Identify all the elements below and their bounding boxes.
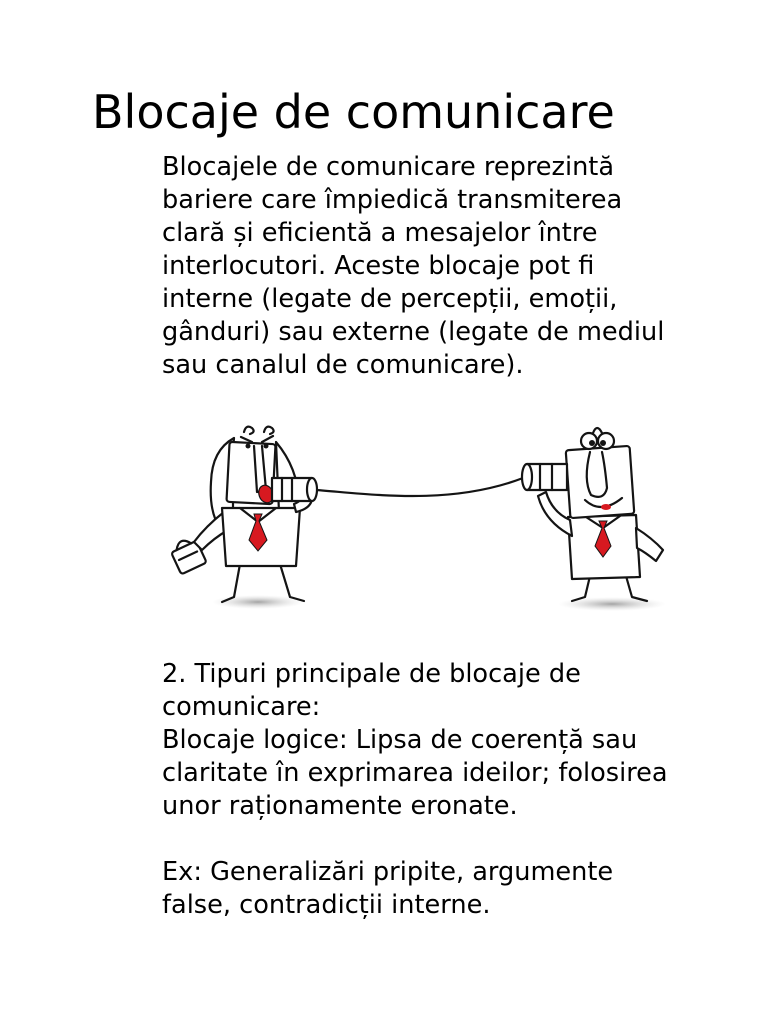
- phone-string: [316, 478, 523, 496]
- intro-line: clară și eficientă a mesajelor între: [162, 218, 598, 248]
- woman-eye: [246, 444, 251, 449]
- example-paragraph: [162, 856, 613, 922]
- man-eyes: [581, 433, 614, 449]
- section-line: unor raționamente eronate.: [162, 791, 518, 821]
- man-right-arm: [636, 528, 663, 561]
- illustration-svg: [160, 415, 675, 620]
- tin-can-left: [272, 478, 317, 501]
- woman-head: [226, 436, 275, 505]
- man-nose: [587, 452, 607, 497]
- section-line: 2. Tipuri principale de blocaje de: [162, 659, 581, 689]
- right-shadow: [558, 597, 666, 611]
- intro-line: Blocajele de comunicare reprezintă: [162, 152, 615, 182]
- man-left-arm: [538, 492, 572, 536]
- intro-line: gânduri) sau externe (legate de mediul: [162, 317, 665, 347]
- example-line: false, contradicții interne.: [162, 890, 491, 920]
- intro-line: interlocutori. Aceste blocaje pot fi: [162, 251, 595, 281]
- example-line: Ex: Generalizări pripite, argumente: [162, 857, 614, 887]
- section-line: claritate în exprimarea ideilor; folosirea: [162, 758, 668, 788]
- intro-line: bariere care împiedică transmiterea: [162, 185, 623, 215]
- tin-can-phone-illustration: [160, 415, 675, 620]
- section-line: Blocaje logice: Lipsa de coerență sau: [162, 725, 638, 755]
- left-character: [169, 427, 317, 609]
- page-title: Blocaje de comunicare: [92, 85, 615, 139]
- right-character: [522, 428, 666, 611]
- intro-paragraph: [162, 151, 664, 382]
- section-paragraph: [162, 658, 668, 823]
- intro-line: interne (legate de percepții, emoții,: [162, 284, 618, 314]
- woman-eye: [264, 444, 269, 449]
- tin-can-right: [522, 464, 567, 490]
- intro-line: sau canalul de comunicare).: [162, 350, 524, 380]
- section-line: comunicare:: [162, 692, 321, 722]
- woman-eyebrows: [241, 436, 273, 442]
- man-head: [566, 428, 635, 518]
- man-hair: [593, 428, 602, 433]
- man-tongue: [601, 504, 611, 510]
